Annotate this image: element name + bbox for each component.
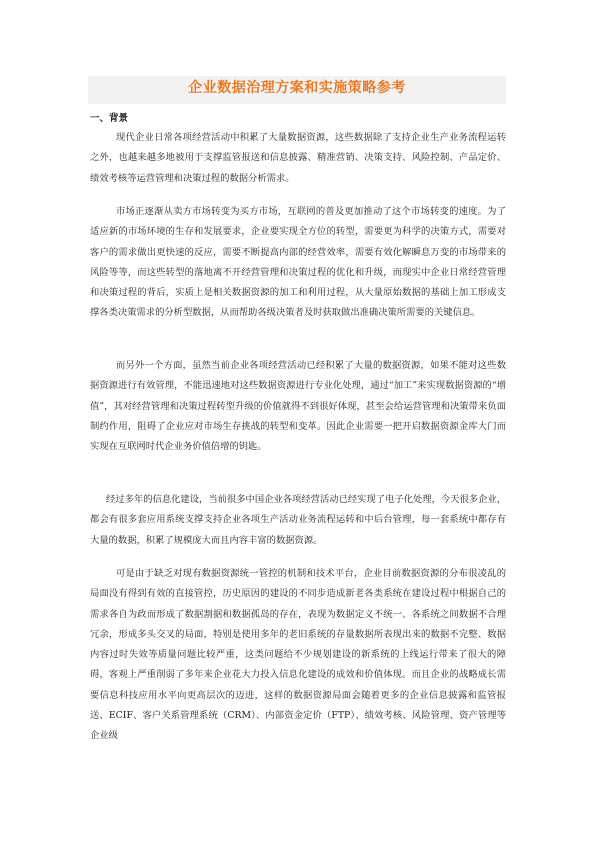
paragraph-5: 可是由于缺乏对现有数据资源统一管控的机制和技术平台，企业目前数据资源的分布很凌乱的局面没有得到有效的直接管控，历史原因的建设的不同步造成新老各类系统在建设过程中根据自己的需求各自为政而形成了数据割据和数据孤岛的存在，表现为数据定义不统一、各系统之间数据不合理冗余，形成多头交叉的局面，特别是使用多年的老旧系统的存量数据所表现出来的数据不完整、数据内容过时失效等质量问题比较严重，这类问题给不少规划建设的新系统的上线运行带来了很大的障碍，客观上严重削弱了多年来企业花大力投入信息化建设的成效和价值体现。而且企业的战略成长需要信息科技应用水平向更高层次的迈进，这样的数据资源局面会随着更多的企业信息披露和监管报送、ECIF、客户关系管理系统（CRM）、内部资金定价（FTP）、绩效考核、风险管理、资产管理等企业级 [90,568,506,742]
document-title: 企业数据治理方案和实施策略参考 [188,80,406,96]
paragraph-4: 经过多年的信息化建设，当前很多中国企业各项经营活动已经实现了电子化处理，今天很多企业，都会有很多套应用系统支撑支持企业各项生产活动业务流程运转和中后台管理，每一套系统中都存有大量的数据，积累了规模庞大而且内容丰富的数据资源。 [90,494,506,546]
paragraph-3: 而另外一个方面，虽然当前企业各项经营活动已经积累了大量的数据资源，如果不能对这些数据资源进行有效管理，不能迅速地对这些数据资源进行专业化处理，通过“加工”来实现数据资源的“增值”，其对经营管理和决策过程转型升级的价值就得不到很好体现，甚至会给运营管理和决策带来负面制约作用，阻碍了企业应对市场生存挑战的转型和变革。因此企业需要一把开启数据资源金库大门而实现在互联网时代企业务价值倍增的钥匙。 [90,360,506,453]
paragraph-2: 市场正逐渐从卖方市场转变为买方市场，互联网的普及更加推动了这个市场转变的速度。为了适应新的市场环境的生存和发展要求，企业要实现全方位的转型，需要更为科学的决策方式，需要对客户的需求做出更快速的反应，需要不断提高内部的经营效率，需要有效化解瞬息万变的市场带来的风险等等，而这些转型的落地离不开经营管理和决策过程的优化和升级，而现实中企业日常经营管理和决策过程的背后，实质上是相关数据资源的加工和利用过程，从大量原始数据的基础上加工形成支撑各类决策需求的分析型数据，从而帮助各级决策者及时获取做出准确决策所需要的关键信息。 [90,206,506,319]
paragraph-1: 现代企业日常各项经营活动中积累了大量数据资源，这些数据除了支持企业生产业务流程运转之外，也越来越多地被用于支撑监管报送和信息披露、精准营销、决策支持、风险控制、产品定价、绩效考核等运营管理和决策过程的数据分析需求。 [90,132,506,184]
section-heading: 一、背景 [90,113,129,124]
